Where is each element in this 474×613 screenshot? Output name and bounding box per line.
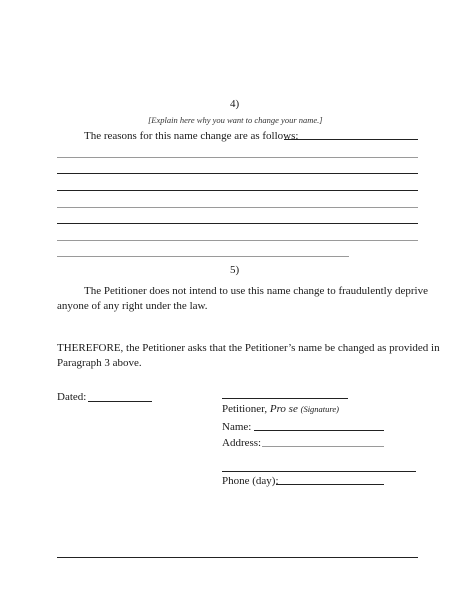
- section-5-number: 5): [230, 264, 240, 276]
- address-label: Address:: [222, 437, 262, 449]
- reason-line-7[interactable]: [57, 256, 349, 257]
- name-label: Name:: [222, 421, 252, 433]
- name-line[interactable]: [254, 430, 384, 431]
- reason-line-4[interactable]: [57, 207, 418, 208]
- reason-line-6[interactable]: [57, 240, 418, 241]
- petitioner-signature-label: [222, 401, 339, 417]
- therefore-line-2: Paragraph 3 above.: [57, 357, 142, 369]
- reason-line-1[interactable]: [57, 157, 418, 158]
- dated-line[interactable]: [88, 401, 152, 402]
- therefore-line-1: THEREFORE, the Petitioner asks that the Petitioner’s name be changed as provided in: [57, 342, 440, 354]
- section-5-line-2: anyone of any right under the law.: [57, 300, 208, 312]
- section-4-number: 4): [230, 98, 240, 110]
- phone-line[interactable]: [276, 484, 384, 485]
- reason-line-2[interactable]: [57, 173, 418, 174]
- reasons-label: The reasons for this name change are as follows:: [84, 130, 299, 142]
- signature-line[interactable]: [222, 398, 348, 399]
- section-4-instruction: [Explain here why you want to change your name.]: [148, 115, 323, 125]
- reason-line-3[interactable]: [57, 190, 418, 191]
- reasons-inline-line[interactable]: [284, 139, 418, 140]
- petitioner-label: Petitioner,: [222, 403, 268, 415]
- reason-line-5[interactable]: [57, 223, 418, 224]
- address-line-2[interactable]: [222, 471, 416, 472]
- phone-label: Phone (day):: [222, 475, 279, 487]
- footer-rule: [57, 557, 418, 558]
- address-line[interactable]: [262, 446, 384, 447]
- pro-se-label: Pro se: [269, 403, 298, 415]
- dated-label: Dated:: [57, 391, 87, 403]
- signature-note: (Signature): [300, 404, 340, 414]
- section-5-line-1: The Petitioner does not intend to use this name change to fraudulently deprive: [84, 285, 428, 297]
